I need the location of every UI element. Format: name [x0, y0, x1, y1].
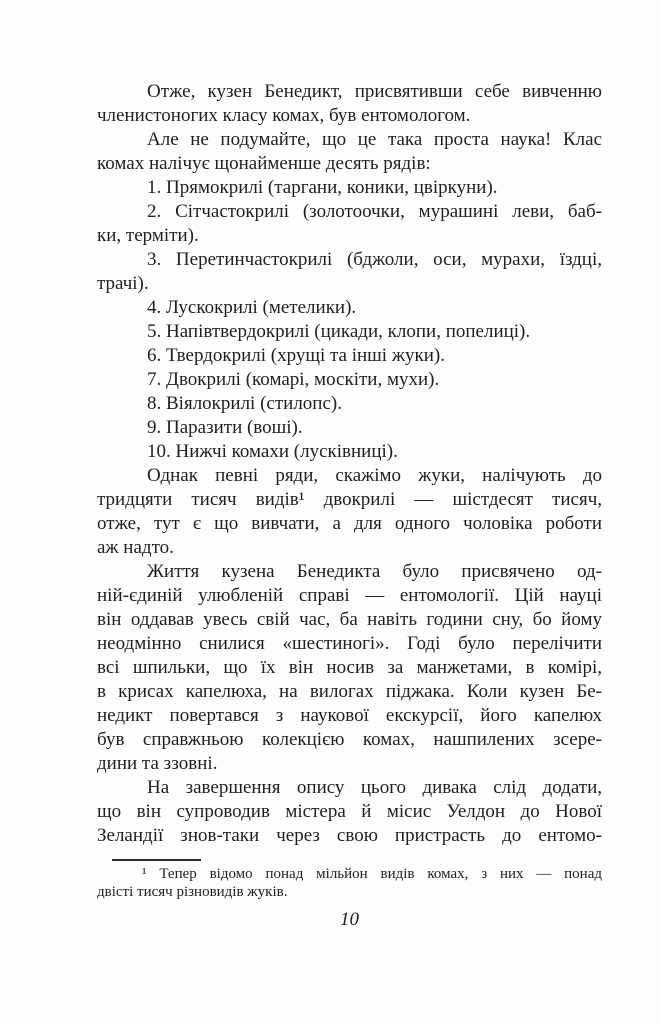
footnote-line: двісті тисяч різновидів жуків.: [97, 884, 288, 900]
text-line: 9. Паразити (воші).: [147, 417, 303, 438]
text-line: дини та ззовні.: [97, 753, 218, 774]
text-line: 8. Віялокрилі (стилопс).: [147, 393, 342, 414]
text-line: в крисах капелюха, на вилогах піджака. Коли кузен Бе-: [97, 681, 602, 702]
text-line: недикт повертався з наукової екскурсії, його капелюх: [97, 705, 602, 726]
text-line: Однак певні ряди, скажімо жуки, налічують до: [147, 465, 602, 486]
text-line: 10. Нижчі комахи (лусківниці).: [147, 441, 398, 462]
text-line: був справжньою колекцією комах, нашпилених зсере-: [97, 729, 602, 750]
text-block: [97, 80, 602, 901]
text-line: 7. Двокрилі (комарі, москіти, мухи).: [147, 369, 440, 390]
text-line: ки, терміти).: [97, 225, 199, 246]
paragraph: [97, 368, 602, 392]
text-line: 6. Твердокрилі (хрущі та інші жуки).: [147, 345, 445, 366]
text-line: На завершення опису цього дивака слід додати,: [147, 777, 602, 798]
text-line: неодмінно снилися «шестиногі». Годі було перелічити: [97, 633, 602, 654]
paragraph: [97, 248, 602, 296]
text-line: 1. Прямокрилі (таргани, коники, цвіркуни).: [147, 177, 498, 198]
footnote-line: ¹ Тепер відомо понад мільйон видів комах, з них — понад: [142, 866, 602, 882]
text-line: Зеландії знов-таки через свою пристрасть до ентомо-: [97, 825, 602, 846]
paragraph: [97, 416, 602, 440]
page-number: 10: [340, 909, 359, 930]
paragraph: [97, 440, 602, 464]
paragraph: [97, 776, 602, 848]
paragraph: [97, 80, 602, 128]
text-line: 5. Напівтвердокрилі (цикади, клопи, попелиці).: [147, 321, 531, 342]
body-text: [97, 80, 602, 848]
footnote-separator: [112, 859, 201, 861]
text-line: 3. Перетинчастокрилі (бджоли, оси, мурахи, їздці,: [147, 249, 602, 270]
text-line: 2. Сітчастокрилі (золотоочки, мурашині леви, баб-: [147, 201, 602, 222]
paragraph: [97, 560, 602, 776]
text-line: 4. Лускокрилі (метелики).: [147, 297, 357, 318]
text-line: Отже, кузен Бенедикт, присвятивши себе вивченню: [147, 81, 602, 102]
paragraph: [97, 392, 602, 416]
paragraph: [97, 296, 602, 320]
paragraph: [97, 344, 602, 368]
paragraph: [97, 176, 602, 200]
text-line: комах налічує щонайменше десять рядів:: [97, 153, 431, 174]
text-line: ній-єдиній улюбленій справі — ентомології. Цій науці: [97, 585, 602, 606]
text-line: трачі).: [97, 273, 149, 294]
text-line: членистоногих класу комах, був ентомологом.: [97, 105, 471, 126]
text-line: що він супроводив містера й місис Уелдон до Нової: [97, 801, 602, 822]
text-line: він оддавав увесь свій час, ба навіть години сну, бо йому: [97, 609, 602, 630]
text-line: всі шпильки, що їх він носив за манжетами, в комірі,: [97, 657, 602, 678]
text-line: Але не подумайте, що це така проста наука! Клас: [147, 129, 602, 150]
text-line: аж надто.: [97, 537, 174, 558]
text-line: отже, тут є що вивчати, а для одного чоловіка роботи: [97, 513, 602, 534]
text-line: Життя кузена Бенедикта було присвячено од-: [147, 561, 602, 582]
paragraph: [97, 320, 602, 344]
text-line: тридцяти тисяч видів¹ двокрилі — шістдесят тисяч,: [97, 489, 602, 510]
paragraph: [97, 128, 602, 176]
paragraph: [97, 200, 602, 248]
footnote: [97, 865, 602, 901]
paragraph: [97, 464, 602, 560]
